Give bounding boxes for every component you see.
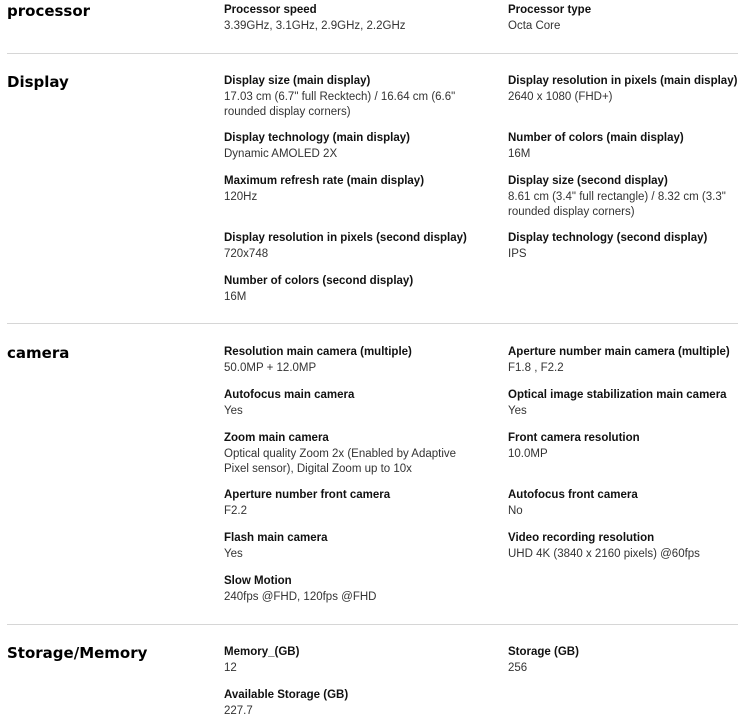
spec-video-recording-resolution <box>508 530 738 562</box>
spec-front-camera-resolution <box>508 430 738 462</box>
spec-value: 12 <box>224 662 237 674</box>
spec-label: Video recording resolution <box>508 532 655 544</box>
spec-label: Slow Motion <box>224 575 292 587</box>
spec-value: 16M <box>508 148 531 160</box>
spec-value: 256 <box>508 662 528 674</box>
spec-label: Number of colors (second display) <box>224 275 414 287</box>
spec-value: 2640 x 1080 (FHD+) <box>508 91 613 103</box>
spec-display-size-main <box>224 73 474 120</box>
section-divider <box>7 53 738 54</box>
spec-aperture-main-camera <box>508 344 738 376</box>
spec-label: Resolution main camera (multiple) <box>224 346 412 358</box>
spec-label: Display size (second display) <box>508 175 668 187</box>
spec-flash-main-camera <box>224 530 474 562</box>
spec-value: Dynamic AMOLED 2X <box>224 148 338 160</box>
spec-value: 10.0MP <box>508 448 548 460</box>
spec-label: Zoom main camera <box>224 432 329 444</box>
spec-label: Autofocus main camera <box>224 389 355 401</box>
spec-display-technology-second <box>508 230 738 262</box>
spec-label: Processor speed <box>224 4 317 16</box>
section-divider <box>7 624 738 625</box>
spec-label: Flash main camera <box>224 532 328 544</box>
spec-value: 3.39GHz, 3.1GHz, 2.9GHz, 2.2GHz <box>224 20 406 32</box>
spec-processor-type <box>508 2 738 34</box>
spec-value: UHD 4K (3840 x 2160 pixels) @60fps <box>508 548 700 560</box>
spec-label: Display resolution in pixels (second display) <box>224 232 467 244</box>
spec-aperture-front-camera <box>224 487 474 519</box>
spec-label: Aperture number main camera (multiple) <box>508 346 730 358</box>
spec-zoom-main-camera <box>224 430 474 477</box>
spec-value: 16M <box>224 291 247 303</box>
spec-storage <box>508 644 738 676</box>
spec-display-resolution-second <box>224 230 474 262</box>
spec-available-storage <box>224 687 474 719</box>
spec-value: No <box>508 505 523 517</box>
spec-label: Front camera resolution <box>508 432 640 444</box>
spec-value: 17.03 cm (6.7" full Recktech) / 16.64 cm (6.6" rounded display corners) <box>224 91 456 118</box>
spec-resolution-main-camera <box>224 344 474 376</box>
spec-value: 8.61 cm (3.4" full rectangle) / 8.32 cm (3.3" rounded display corners) <box>508 191 726 218</box>
section-title: processor <box>7 2 91 20</box>
spec-value: Yes <box>224 548 243 560</box>
spec-max-refresh-rate-main <box>224 173 474 205</box>
spec-autofocus-front-camera <box>508 487 738 519</box>
spec-label: Autofocus front camera <box>508 489 638 501</box>
spec-number-of-colors-second <box>224 273 474 305</box>
spec-display-size-second <box>508 173 738 220</box>
spec-ois-main-camera <box>508 387 738 419</box>
spec-value: 227.7 <box>224 705 253 717</box>
section-title: camera <box>7 344 70 362</box>
section-divider <box>7 323 738 324</box>
spec-value: 50.0MP + 12.0MP <box>224 362 317 374</box>
section-title: Display <box>7 73 69 91</box>
spec-label: Aperture number front camera <box>224 489 391 501</box>
spec-memory <box>224 644 474 676</box>
spec-value: Optical quality Zoom 2x (Enabled by Adaptive Pixel sensor), Digital Zoom up to 10x <box>224 448 457 475</box>
spec-value: 720x748 <box>224 248 269 260</box>
spec-value: F1.8 , F2.2 <box>508 362 564 374</box>
spec-processor-speed <box>224 2 474 34</box>
spec-label: Optical image stabilization main camera <box>508 389 727 401</box>
spec-label: Display size (main display) <box>224 75 371 87</box>
spec-number-of-colors-main <box>508 130 738 162</box>
spec-label: Display technology (second display) <box>508 232 708 244</box>
spec-label: Processor type <box>508 4 592 16</box>
spec-label: Memory_(GB) <box>224 646 300 658</box>
spec-label: Number of colors (main display) <box>508 132 684 144</box>
spec-value: Octa Core <box>508 20 561 32</box>
spec-label: Display resolution in pixels (main display) <box>508 75 738 87</box>
section-title: Storage/Memory <box>7 644 148 662</box>
spec-value: 120Hz <box>224 191 258 203</box>
spec-label: Storage (GB) <box>508 646 579 658</box>
spec-display-technology-main <box>224 130 474 162</box>
spec-value: IPS <box>508 248 527 260</box>
spec-value: 240fps @FHD, 120fps @FHD <box>224 591 377 603</box>
spec-slow-motion <box>224 573 474 605</box>
spec-display-resolution-main <box>508 73 738 105</box>
spec-value: F2.2 <box>224 505 248 517</box>
spec-value: Yes <box>224 405 243 417</box>
spec-label: Maximum refresh rate (main display) <box>224 175 425 187</box>
spec-value: Yes <box>508 405 527 417</box>
spec-label: Available Storage (GB) <box>224 689 349 701</box>
spec-label: Display technology (main display) <box>224 132 410 144</box>
spec-autofocus-main-camera <box>224 387 474 419</box>
